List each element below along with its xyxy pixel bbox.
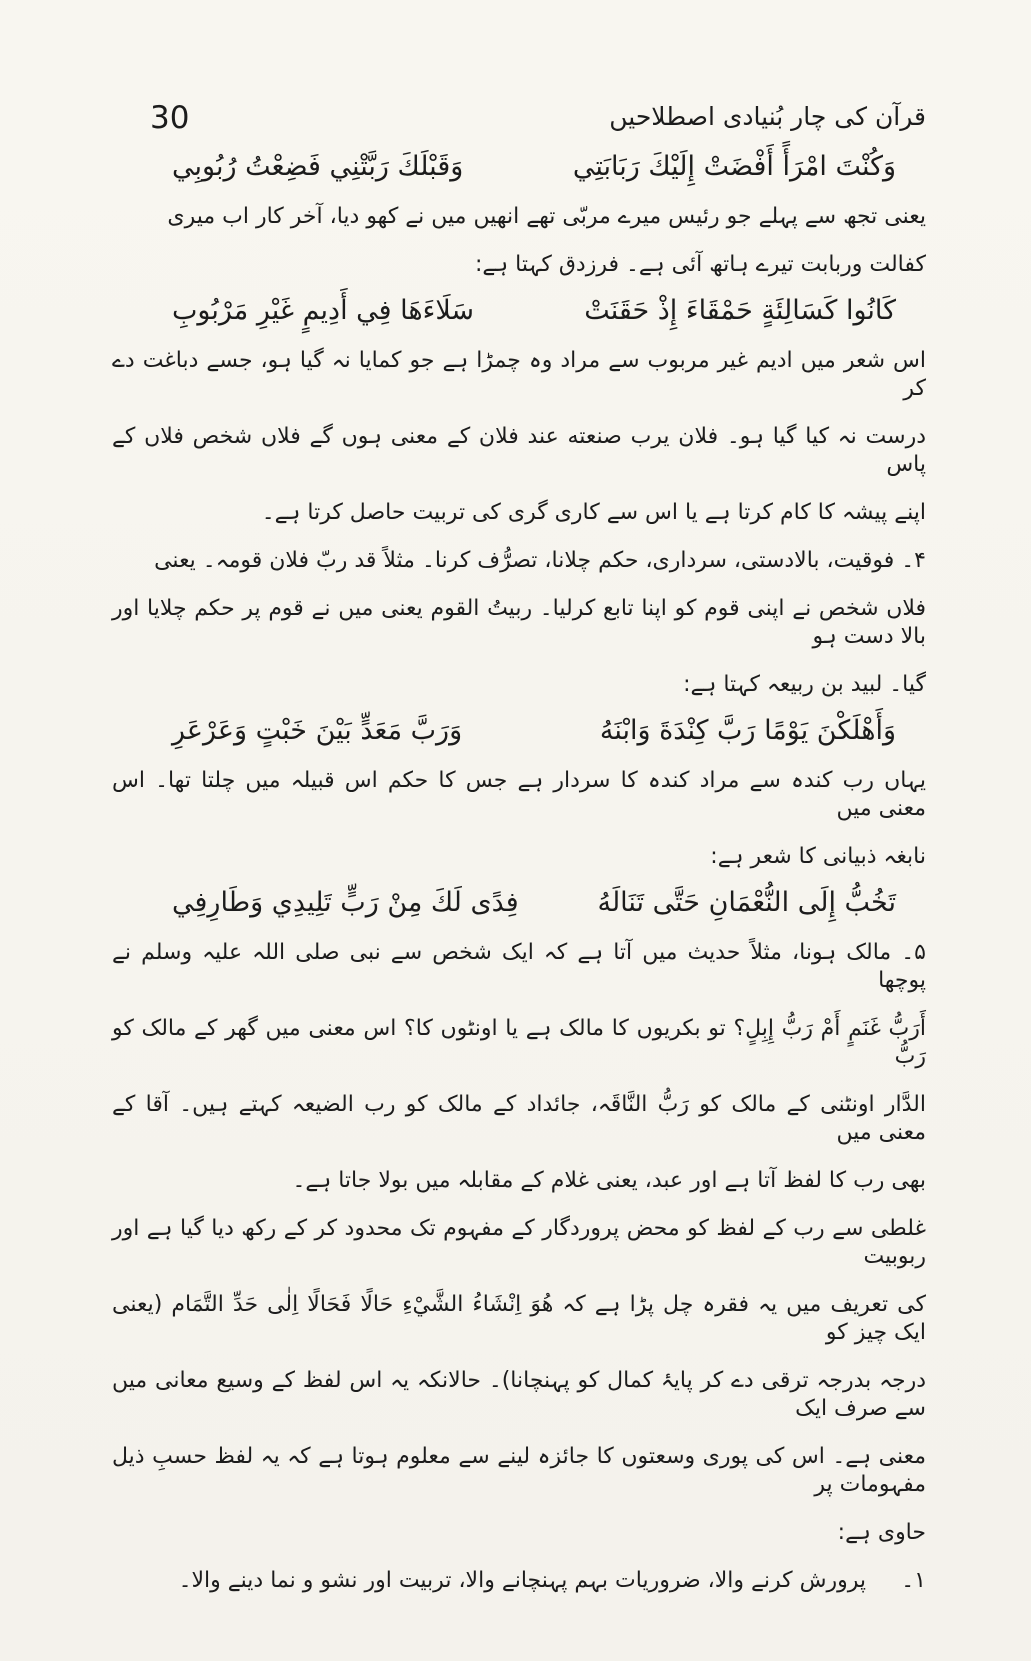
text-line: درجہ بدرجہ ترقی دے کر پایۂ کمال کو پہنچانا)۔ حالانکہ یہ اس لفظ کے وسیع معانی میں سے صرف ایک (112, 1368, 926, 1421)
text-line: الدَّار اونٹنی کے مالک کو رَبُّ النَّاقَہ، جائداد کے مالک کو رب الضیعہ کہتے ہیں۔ آقا کے معنی میں (112, 1092, 926, 1145)
list-item-text: پرورش کرنے والا، ضروریات بہم پہنچانے والا، تربیت اور نشو و نما دینے والا۔ (178, 1568, 866, 1593)
text-line: نابغہ ذبیانی کا شعر ہے: (710, 844, 926, 869)
verse-hemistich-right: وَأَهْلَكْنَ يَوْمًا رَبَّ كِنْدَةَ وَابْنَهُ (599, 715, 896, 746)
text-line: حاوی ہے: (837, 1520, 926, 1545)
text-line: اپنے پیشہ کا کام کرتا ہے یا اس سے کاری گری کی تربیت حاصل کرتا ہے۔ (261, 500, 926, 525)
text-line: فلاں شخص نے اپنی قوم کو اپنا تابع کرلیا۔ ربیتُ القوم یعنی میں نے قوم پر حکم چلایا اور بالا دست ہو (112, 596, 926, 649)
text-line: گیا۔ لبید بن ربیعہ کہتا ہے: (683, 672, 926, 697)
text-line: غلطی سے رب کے لفظ کو محض پروردگار کے مفہوم تک محدود کر کے رکھ دیا گیا ہے اور ربوبیت (112, 1216, 926, 1269)
page-header (150, 100, 926, 140)
verse-hemistich-left: سَلَاءَهَا فِي أَدِيمٍ غَيْرِ مَرْبُوبِ (172, 295, 475, 326)
list-marker: ١۔ (901, 1568, 926, 1593)
verse-couplet (112, 881, 926, 929)
text-line: کی تعریف میں یہ فقرہ چل پڑا ہے کہ هُوَ اِنْشَاءُ الشَّيْءِ حَالًا فَحَالًا اِلٰى حَدِّ التَّمَام (یعنی ایک چیز کو (112, 1292, 926, 1345)
verse-hemistich-right: وَكُنْتَ امْرَأً أَفْضَتْ إِلَيْكَ رَبَابَتِي (572, 151, 896, 182)
text-line: درست نہ کیا گیا ہو۔ فلان یرب صنعته عند فلان کے معنی ہوں گے فلاں شخص فلاں کے پاس (112, 424, 926, 477)
text-line: معنی ہے۔ اس کی پوری وسعتوں کا جائزہ لینے سے معلوم ہوتا ہے کہ یہ لفظ حسبِ ذیل مفہومات پر (112, 1444, 926, 1497)
text-line: یعنی تجھ سے پہلے جو رئیس میرے مربّی تھے انھیں میں نے کھو دیا، آخر کار اب میری (167, 204, 926, 229)
verse-hemistich-left: وَقَبْلَكَ رَبَّتْنِي فَضِعْتُ رُبُوبِي (172, 151, 464, 182)
verse-hemistich-left: وَرَبَّ مَعَدٍّ بَيْنَ خَبْتٍ وَعَرْعَرِ (172, 715, 463, 746)
body-text (112, 145, 926, 1605)
running-title: قرآن کی چار بُنیادی اصطلاحیں (609, 102, 926, 131)
verse-couplet (112, 145, 926, 193)
text-line: أَرَبُّ غَنَمٍ أَمْ رَبُّ إِبِلٍ؟ تو بکریوں کا مالک ہے یا اونٹوں کا؟ اس معنی میں گھر کے مالک کو رَبُّ (112, 1016, 926, 1069)
page-number: 30 (150, 100, 190, 136)
text-line: یہاں رب کندہ سے مراد کندہ کا سردار ہے جس کا حکم اس قبیلہ میں چلتا تھا۔ اس معنی میں (112, 768, 926, 821)
text-line: اس شعر میں ادیم غیر مربوب سے مراد وہ چمڑا ہے جو کمایا نہ گیا ہو، جسے دباغت دے کر (112, 348, 926, 401)
verse-hemistich-right: كَانُوا كَسَالِئَةٍ حَمْقَاءَ إِذْ حَقَنَتْ (584, 295, 896, 326)
verse-hemistich-right: تَخُبُّ إِلَى النُّعْمَانِ حَتَّى تَنَالَهُ (597, 887, 896, 918)
text-line: ۵۔ مالک ہونا، مثلاً حدیث میں آتا ہے کہ ایک شخص سے نبی صلی اللہ علیہ وسلم نے پوچھا (112, 940, 926, 993)
text-line: ۴۔ فوقیت، بالادستی، سرداری، حکم چلانا، تصرُّف کرنا۔ مثلاً قد ربّ فلان قومہ۔ یعنی (154, 548, 926, 573)
verse-couplet (112, 709, 926, 757)
verse-couplet (112, 289, 926, 337)
list-item (112, 1557, 926, 1605)
text-line: بھی رب کا لفظ آتا ہے اور عبد، یعنی غلام کے مقابلہ میں بولا جاتا ہے۔ (292, 1168, 926, 1193)
text-line: کفالت وربابت تیرے ہاتھ آئی ہے۔ فرزدق کہتا ہے: (474, 252, 926, 277)
verse-hemistich-left: فِدًى لَكَ مِنْ رَبٍّ تَلِيدِي وَطَارِفِي (172, 887, 519, 918)
